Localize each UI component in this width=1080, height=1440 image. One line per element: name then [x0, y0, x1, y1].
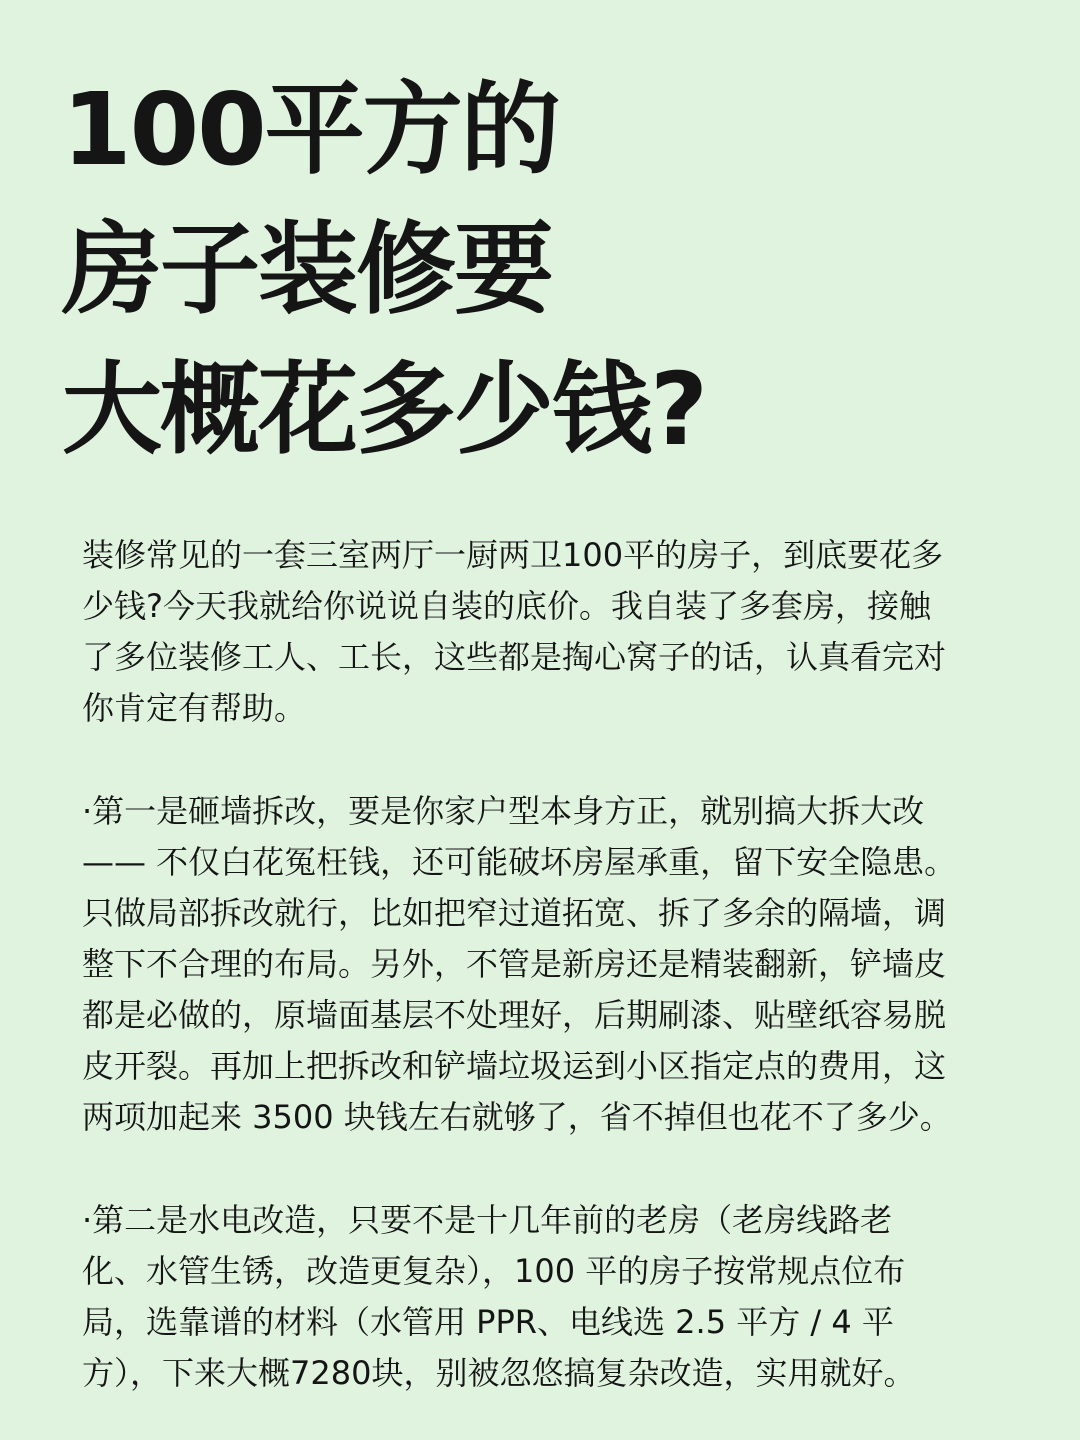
text-line: 整下不合理的布局。另外，不管是新房还是精装翻新，铲墙皮	[82, 945, 947, 983]
text-line: 化、水管生锈，改造更复杂），100 平的房子按常规点位布	[82, 1252, 906, 1290]
text-line: 你肯定有帮助。	[82, 689, 307, 727]
article-body	[62, 530, 998, 1399]
demolition-paragraph	[82, 786, 998, 1143]
article-title	[62, 60, 998, 480]
text-line: 只做局部拆改就行，比如把窄过道拓宽、拆了多余的隔墙，调	[82, 894, 947, 932]
text-line: —— 不仅白花冤枉钱，还可能破坏房屋承重，留下安全隐患。	[82, 843, 957, 881]
text-line: 了多位装修工人、工长，这些都是掏心窝子的话，认真看完对	[82, 638, 947, 676]
title-line: 房子装修要	[62, 211, 552, 328]
text-line: 少钱?今天我就给你说说自装的底价。我自装了多套房，接触	[82, 587, 931, 625]
text-line: 两项加起来 3500 块钱左右就够了，省不掉但也花不了多少。	[82, 1098, 952, 1136]
text-line: 方），下来大概7280块，别被忽悠搞复杂改造，实用就好。	[82, 1354, 916, 1392]
plumbing-electrical-paragraph	[82, 1195, 998, 1399]
text-line: 装修常见的一套三室两厅一厨两卫100平的房子，到底要花多	[82, 536, 944, 574]
title-line: 大概花多少钱?	[62, 351, 707, 468]
title-line: 100平方的	[62, 71, 559, 188]
text-line: 都是必做的，原墙面基层不处理好，后期刷漆、贴壁纸容易脱	[82, 996, 947, 1034]
text-line: ·第二是水电改造，只要不是十几年前的老房（老房线路老	[82, 1201, 893, 1239]
text-line: 局，选靠谱的材料（水管用 PPR、电线选 2.5 平方 / 4 平	[82, 1303, 894, 1341]
text-line: ·第一是砸墙拆改，要是你家户型本身方正，就别搞大拆大改	[82, 792, 925, 830]
text-line: 皮开裂。再加上把拆改和铲墙垃圾运到小区指定点的费用，这	[82, 1047, 947, 1085]
intro-paragraph	[82, 530, 998, 734]
